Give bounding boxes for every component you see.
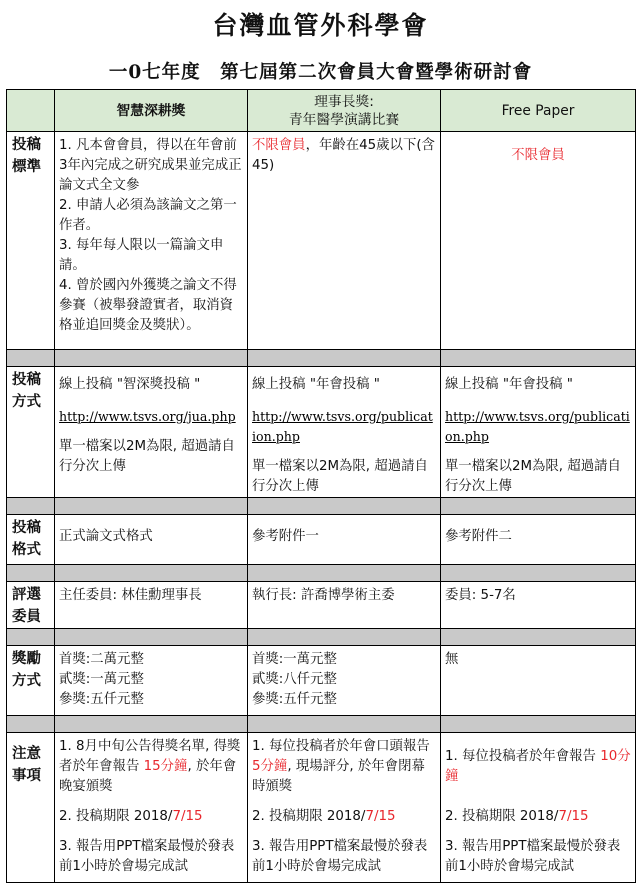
notes-deadline-red: 7/15: [558, 809, 589, 824]
criteria-item: 4. 曾於國內外獲獎之論文不得參賽（被舉發證實者，取消資格並追回獎金及獎狀）。: [59, 278, 237, 333]
separator-row: [7, 350, 636, 367]
notes-deadline-red: 7/15: [172, 809, 203, 824]
method-col1-link[interactable]: http://www.tsvs.org/jua.php: [59, 409, 236, 424]
format-col3: 參考附件二: [441, 515, 636, 565]
notes-text: , 於年會晚宴頒獎: [59, 759, 237, 794]
notes-item-1: [252, 737, 436, 797]
criteria-col3: [441, 132, 636, 350]
method-col3: [441, 367, 636, 498]
format-col2: 參考附件一: [248, 515, 441, 565]
notes-time-red: 10分鐘: [445, 749, 631, 784]
row-notes: [7, 733, 636, 883]
committee-col1: 主任委員: 林佳勳理事長: [55, 582, 248, 629]
notes-item-2: [445, 807, 631, 827]
row-criteria: [7, 132, 636, 350]
committee-col3: 委員: 5-7名: [441, 582, 636, 629]
award-item: 貳獎:一萬元整: [59, 672, 144, 687]
notes-item-3: 3. 報告用PPT檔案最慢於發表前1小時於會場完成試: [445, 839, 621, 874]
notes-col2: [248, 733, 441, 883]
method-col3-note: 單一檔案以2M為限, 超過請自行分次上傳: [445, 459, 621, 494]
row-format: [7, 515, 636, 565]
method-col3-line: 線上投稿 "年會投稿 ": [445, 377, 573, 392]
criteria-item: 2. 申請人必須為該論文之第一作者。: [59, 198, 237, 233]
method-col2-line: 線上投稿 "年會投稿 ": [252, 377, 380, 392]
method-col3-link[interactable]: http://www.tsvs.org/publication.php: [445, 409, 630, 444]
notes-item-2: [252, 807, 436, 827]
notes-time-red: 5分鐘: [252, 759, 288, 774]
notes-item-2: [59, 807, 243, 827]
criteria-item: 1. 凡本會會員，得以在年會前3年內完成之研究成果並完成正論文式全文參: [59, 138, 242, 193]
criteria-col1: [55, 132, 248, 350]
method-col1: [55, 367, 248, 498]
header-col2: [248, 90, 441, 132]
notes-text: 2. 投稿期限 2018/: [59, 809, 173, 824]
header-col2-line1: 理事長獎:: [314, 93, 374, 110]
method-col1-line: 線上投稿 "智深獎投稿 ": [59, 377, 201, 392]
criteria-col3-red: 不限會員: [511, 148, 565, 163]
method-col2-link[interactable]: http://www.tsvs.org/publication.php: [252, 409, 433, 444]
header-col2-line2: 青年醫學演講比賽: [288, 111, 400, 128]
criteria-item: 3. 每年每人限以一篇論文申請。: [59, 238, 224, 273]
header-corner: [7, 90, 55, 132]
notes-col3: [441, 733, 636, 883]
award-table: [6, 89, 636, 883]
header-row: [7, 90, 636, 132]
award-item: 貳獎:八仟元整: [252, 672, 337, 687]
row-label-committee: 評選委員: [7, 582, 55, 629]
criteria-col2-rest: ，年齡在45歲以下(含45): [252, 138, 435, 173]
award-item: 參獎:五仟元整: [252, 692, 337, 707]
header-col3: Free Paper: [441, 90, 636, 132]
row-award: [7, 646, 636, 716]
separator-row: [7, 498, 636, 515]
criteria-col2: [248, 132, 441, 350]
separator-row: [7, 629, 636, 646]
method-col2-note: 單一檔案以2M為限, 超過請自行分次上傳: [252, 459, 428, 494]
award-item: 參獎:五仟元整: [59, 692, 144, 707]
notes-text: , 現場評分, 於年會閉幕時頒獎: [252, 759, 425, 794]
separator-row: [7, 716, 636, 733]
notes-text: 2. 投稿期限 2018/: [252, 809, 366, 824]
award-col1: [55, 646, 248, 716]
row-label-notes: 注意事項: [7, 733, 55, 883]
notes-item-1: [445, 747, 631, 787]
notes-item-3: 3. 報告用PPT檔案最慢於發表前1小時於會場完成試: [252, 839, 428, 874]
row-committee: [7, 582, 636, 629]
notes-text: 1. 每位投稿者於年會口頭報告: [252, 739, 430, 754]
header-col1: 智慧深耕獎: [55, 90, 248, 132]
award-col2: [248, 646, 441, 716]
notes-text: 2. 投稿期限 2018/: [445, 809, 559, 824]
notes-deadline-red: 7/15: [365, 809, 396, 824]
method-col1-note: 單一檔案以2M為限, 超過請自行分次上傳: [59, 439, 235, 474]
notes-text: 1. 每位投稿者於年會報告: [445, 749, 601, 764]
notes-col1: [55, 733, 248, 883]
row-label-award: 獎勵方式: [7, 646, 55, 716]
criteria-col2-red: 不限會員: [252, 138, 306, 153]
method-col2: [248, 367, 441, 498]
row-label-criteria: 投稿標準: [7, 132, 55, 350]
notes-item-3: 3. 報告用PPT檔案最慢於發表前1小時於會場完成試: [59, 839, 235, 874]
award-item: 首獎:二萬元整: [59, 652, 144, 667]
notes-time-red: 15分鐘: [143, 759, 188, 774]
award-col3: 無: [441, 646, 636, 716]
format-col1: 正式論文式格式: [55, 515, 248, 565]
notes-text: 1. 8月中旬公告得獎名單, 得獎者於年會報告: [59, 739, 241, 774]
row-method: [7, 367, 636, 498]
row-label-method: 投稿方式: [7, 367, 55, 498]
award-item: 首獎:一萬元整: [252, 652, 337, 667]
notes-item-1: [59, 737, 243, 797]
page-subtitle: 一0七年度 第七屆第二次會員大會暨學術研討會: [108, 62, 533, 83]
row-label-format: 投稿格式: [7, 515, 55, 565]
committee-col2: 執行長: 許喬博學術主委: [248, 582, 441, 629]
page-title: 台灣血管外科學會: [212, 11, 429, 40]
separator-row: [7, 565, 636, 582]
